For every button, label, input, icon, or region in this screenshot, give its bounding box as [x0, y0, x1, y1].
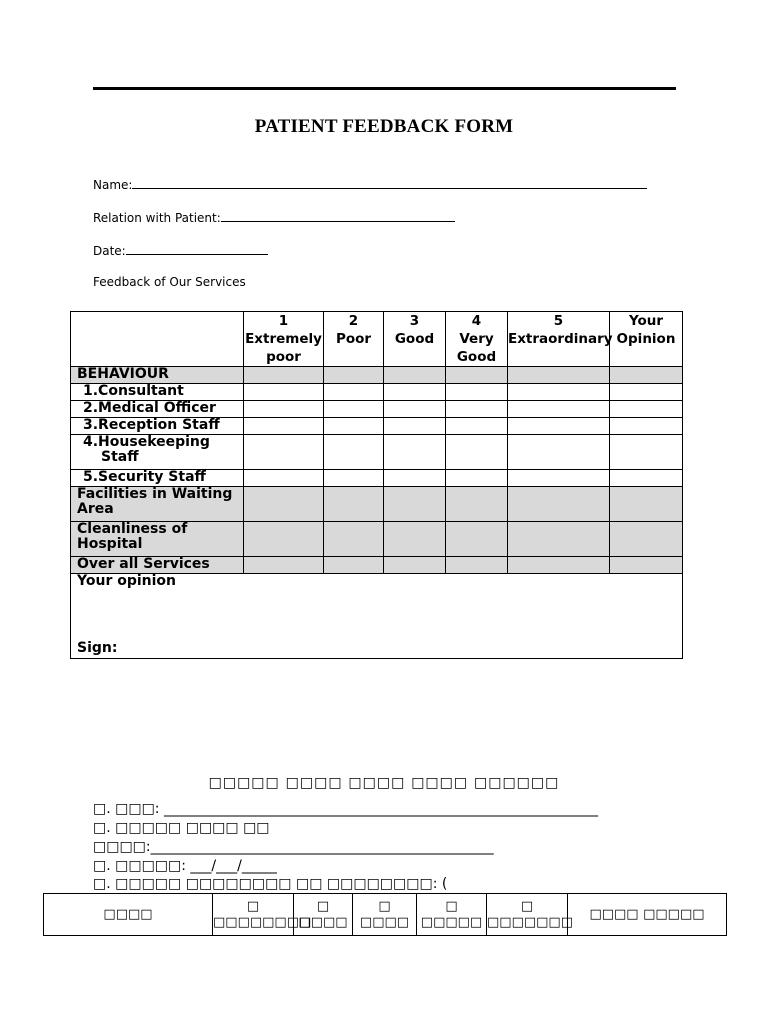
- name-label: Name:: [93, 178, 133, 192]
- date-blank[interactable]: [126, 243, 268, 255]
- hindi-feedback-table: [43, 893, 727, 936]
- opinion-box[interactable]: [71, 574, 683, 659]
- hindi-col-6: □□□□ □□□□□: [568, 894, 727, 936]
- table-row: [71, 522, 683, 557]
- header-row: [71, 312, 683, 367]
- relation-label: Relation with Patient:: [93, 211, 221, 225]
- feedback-table: [70, 311, 683, 659]
- table-row: [71, 557, 683, 574]
- hindi-col-0: □□□□: [44, 894, 213, 936]
- row-label-facilities: Facilities in Waiting Area: [71, 487, 244, 522]
- table-row: [71, 384, 683, 401]
- hindi-col-1: □ □□□□□□□□: [213, 894, 294, 936]
- row-label-overall: Over all Services: [71, 557, 244, 574]
- sign-label: Sign:: [77, 640, 118, 656]
- hindi-form-title: □□□□□ □□□□ □□□□ □□□□ □□□□□□: [208, 775, 560, 791]
- row-label-behaviour: BEHAVIOUR: [71, 367, 244, 384]
- row-label-housekeeping-staff: 4.Housekeeping Staff: [71, 435, 244, 470]
- header-your-opinion: Your Opinion: [610, 312, 683, 367]
- header-rating-1: 1 Extremely poor: [245, 313, 322, 365]
- header-rating-5: 5 Extraordinary: [508, 312, 610, 367]
- date-field[interactable]: [93, 243, 268, 258]
- hindi-name-line[interactable]: □. □□□: ______________________________________________________________: [93, 801, 598, 817]
- hindi-date-line[interactable]: □. □□□□□: ___/___/_____: [93, 858, 277, 874]
- row-label-reception-staff: 3.Reception Staff: [71, 418, 244, 435]
- hindi-relation-line-a: □. □□□□□ □□□□ □□: [93, 820, 270, 836]
- opinion-row[interactable]: [71, 574, 683, 659]
- date-label: Date:: [93, 244, 126, 258]
- name-field[interactable]: [93, 177, 647, 192]
- relation-blank[interactable]: [221, 210, 455, 222]
- row-label-consultant: 1.Consultant: [71, 384, 244, 401]
- table-row: [71, 401, 683, 418]
- top-rule: [93, 87, 676, 90]
- hindi-col-5: □ □□□□□□□: [487, 894, 568, 936]
- header-rating-3: 3 Good: [384, 312, 446, 367]
- table-row: [71, 435, 683, 470]
- relation-field[interactable]: [93, 210, 455, 225]
- table-row: [71, 367, 683, 384]
- your-opinion-label: Your opinion: [77, 573, 177, 589]
- name-blank[interactable]: [132, 177, 647, 189]
- header-rating-2: 2 Poor: [324, 312, 384, 367]
- form-title: PATIENT FEEDBACK FORM: [254, 116, 514, 137]
- table-row: [71, 487, 683, 522]
- hindi-col-3: □ □□□□: [353, 894, 417, 936]
- header-rating-4: 4 Very Good: [446, 312, 508, 367]
- hindi-relation-line-b[interactable]: □□□□:_________________________________________________: [93, 839, 494, 855]
- feedback-heading: Feedback of Our Services: [93, 275, 246, 289]
- hindi-header-row: [44, 894, 727, 936]
- table-row: [71, 418, 683, 435]
- row-label-security-staff: 5.Security Staff: [71, 470, 244, 487]
- hindi-col-2: □ □□□□: [294, 894, 353, 936]
- hindi-col-4: □ □□□□□: [417, 894, 487, 936]
- row-label-medical-officer: 2.Medical Officer: [71, 401, 244, 418]
- hindi-feedback-line: □. □□□□□ □□□□□□□□ □□ □□□□□□□□: (: [93, 876, 448, 892]
- row-label-cleanliness: Cleanliness of Hospital: [71, 522, 244, 557]
- header-blank-cell: [71, 312, 244, 367]
- table-row: [71, 470, 683, 487]
